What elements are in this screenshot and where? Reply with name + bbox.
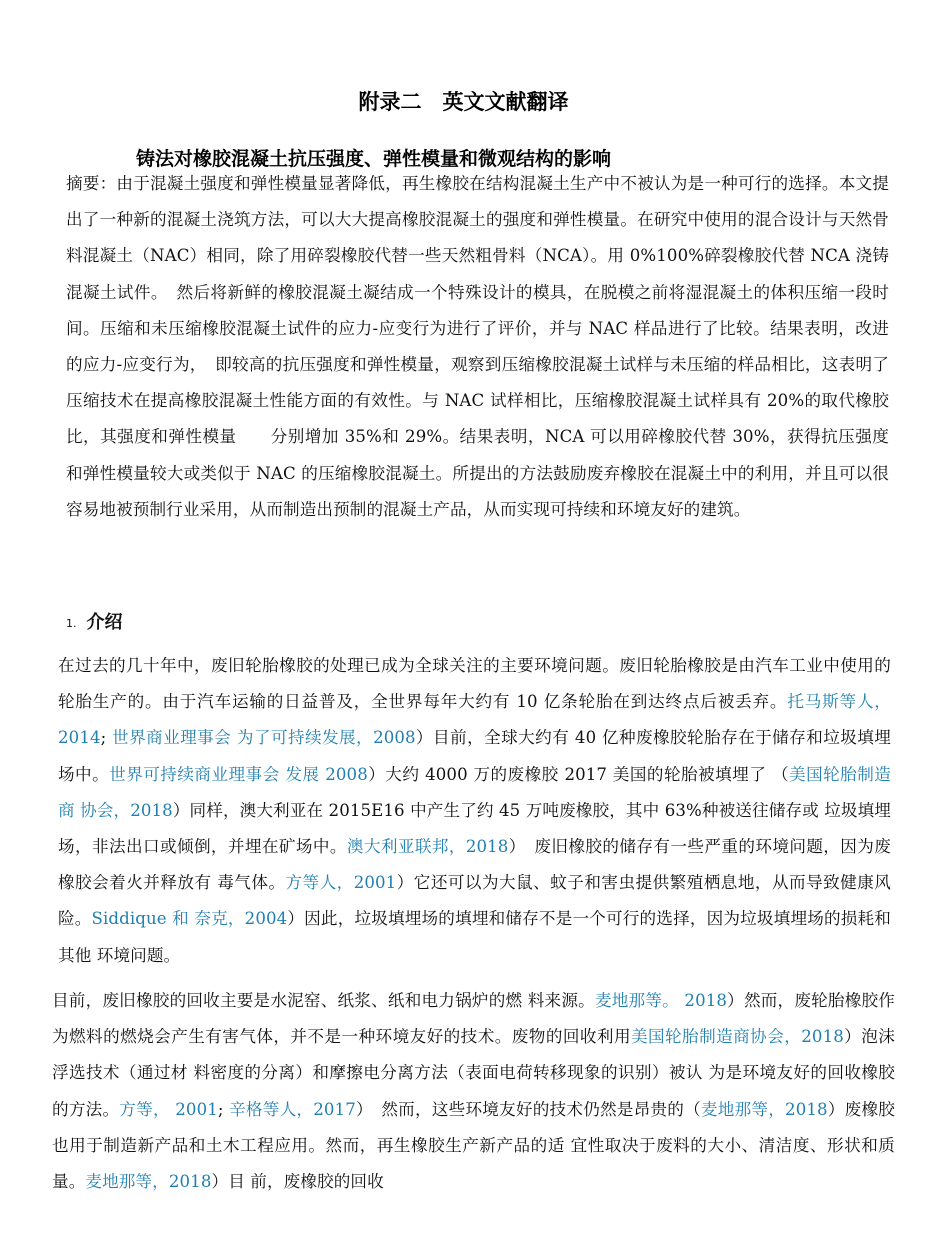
intro-paragraph-2 [52,983,895,1200]
abstract-paragraph: 摘要：由于混凝土强度和弹性模量显著降低，再生橡胶在结构混凝土生产中不被认为是一种可行的选择。本文提出了一种新的混凝土浇筑方法，可以大大提高橡胶混凝土的强度和弹性模量。在研究中使用的混合设计与天然骨料混凝土（NAC）相同，除了用碎裂橡胶代替一些天然粗骨料（NCA）。用 0%100%碎裂橡胶代替 NCA 浇铸混凝土试件。 然后将新鲜的橡胶混凝土凝结成一个特殊设计的模具，在脱模之前将湿混凝土的体积压缩一段时间。压缩和未压缩橡胶混凝土试件的应力-应变行为进行了评价，并与 NAC 样品进行了比较。结果表明，改进的应力-应变行为， 即较高的抗压强度和弹性模量，观察到压缩橡胶混凝土试样与未压缩的样品相比，这表明了压缩技术在提高橡胶混凝土性能方面的有效性。与 NAC 试样相比，压缩橡胶混凝土试样具有 20%的取代橡胶比，其强度和弹性模量 分别增加 35%和 29%。结果表明，NCA 可以用碎橡胶代替 30%，获得抗压强度和弹性模量较大或类似于 NAC 的压缩橡胶混凝土。所提出的方法鼓励废弃橡胶在混凝土中的利用，并且可以很容易地被预制行业采用，从而制造出预制的混凝土产品，从而实现可持续和环境友好的建筑。 [66,174,889,519]
text-run: 目前，废旧橡胶的回收主要是水泥窑、纸浆、纸和电力锅炉的燃 料来源。 [52,991,595,1010]
section-heading-introduction [66,608,123,634]
citation-link[interactable]: Siddique 和 奈克，2004 [91,909,288,929]
appendix-title: 附录二 英文文献翻译 [358,90,569,114]
text-run: ）废橡胶 也用于制造新产品和土木工程应用。然而，再生橡胶生产新产品的适 宜性取决于废料的大小、清洁度、形状和质量。 [52,1099,895,1192]
text-run: ; [100,728,113,748]
article-title: 铸法对橡胶混凝土抗压强度、弹性模量和微观结构的影响 [136,148,612,170]
citation-link[interactable]: 麦地那等，2018 [85,1172,212,1192]
text-run: ）因此，垃圾填埋场的填埋和储存不是一个可行的选择，因为垃圾填埋场的损耗和其他 环境问题。 [58,909,891,965]
text-run: ）同样，澳大利亚在 2015E16 中产生了约 45 万吨废橡胶，其中 63%种被送往储存或 垃圾填埋场，非法出口或倾倒，并埋在矿场中。 [58,800,891,857]
text-run: ）泡沫浮选技术（通过材 料密度的分离）和摩擦电分离方法（表面电荷转移现象的识别）被认 为是环境友好的回收橡胶的方法。 [52,1027,895,1119]
text-run: ; [217,1099,230,1119]
citation-link[interactable]: 方等， 2001 [119,1099,218,1119]
citation-link[interactable]: 世界可持续商业理事会 发展 2008 [109,764,368,784]
citation-link[interactable]: 麦地那等。 2018 [594,991,728,1010]
text-run: ）它还可以为大鼠、蚊子和害虫提供繁殖栖息地，从而导致健康风险。 [58,873,891,929]
text-run: ）然而，废轮胎橡胶作为燃料的燃烧会产生有害气体，并不是一种环境友好的技术。废物的回收利用 [52,991,896,1047]
citation-link[interactable]: 世界商业理事会 为了可持续发展，2008 [112,728,416,748]
text-run: 在过去的几十年中，废旧轮胎橡胶的处理已成为全球关注的主要环境问题。废旧轮胎橡胶是由汽车工业中使用的轮胎生产的。由于汽车运输的日益普及，全世界每年大约有 10 亿条轮胎在到达终点后被丢弃。 [58,656,891,712]
citation-link[interactable]: 澳大利亚联邦，2018 [346,837,509,857]
citation-link[interactable]: 方等人，2001 [285,873,397,893]
citation-link[interactable]: 美国轮胎制造商 协会，2018 [58,764,891,820]
text-run: ）大约 4000 万的废橡胶 2017 美国的轮胎被填埋了 （ [367,764,790,784]
citation-link[interactable]: 麦地那等，2018 [700,1099,828,1119]
intro-paragraph-1 [58,648,891,974]
text-run: ）目 前，废橡胶的回收 [211,1172,384,1192]
citation-link[interactable]: 美国轮胎制造商协会，2018 [630,1027,844,1047]
section-title: 介绍 [86,612,123,633]
section-number: 1. [66,616,77,630]
text-run: ） 然而，这些环境友好的技术仍然是昂贵的（ [355,1099,701,1119]
text-run: ） 废旧橡胶的储存有一些严重的环境问题，因为废橡胶会着火并释放有 毒气体。 [58,837,891,893]
text-run: ）目前，全球大约有 40 亿种废橡胶轮胎存在于储存和垃圾填埋场中。 [58,728,891,784]
citation-link[interactable]: 托马斯等人，2014 [58,692,892,748]
citation-link[interactable]: 辛格等人，2017 [229,1099,356,1119]
